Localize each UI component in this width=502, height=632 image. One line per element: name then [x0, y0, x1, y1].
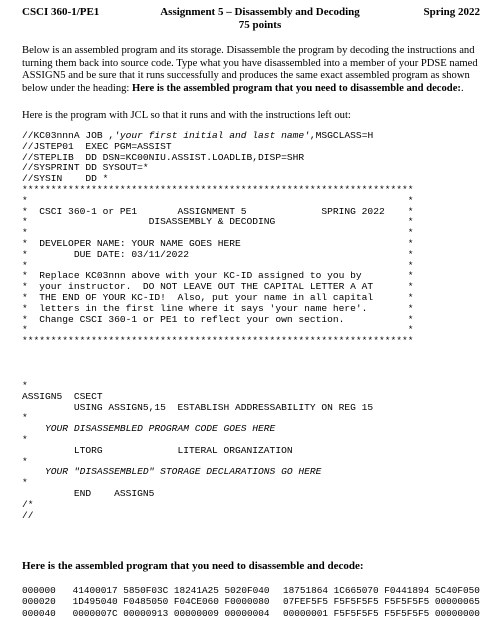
end-line: END ASSIGN5: [22, 487, 155, 499]
comment-star: *: [22, 412, 28, 424]
assembled-heading: Here is the assembled program that you need to disassemble and decode:: [22, 560, 364, 572]
jcl-line: //JSTEP01 EXEC PGM=ASSIST: [22, 140, 172, 152]
intro-tail: .: [460, 82, 464, 94]
comment-star: *: [22, 433, 28, 445]
title-line-2: 75 points: [238, 19, 282, 31]
box-line: * Replace KC03nnn above with your KC-ID assigned to you by *: [22, 270, 414, 282]
intro-bold-heading: Here is the assembled program that you need to disassemble and decode:: [132, 82, 461, 94]
box-line: ********************************************************************: [22, 183, 414, 195]
box-line: * DISASSEMBLY & DECODING *: [22, 216, 414, 228]
source-code-block: [22, 381, 373, 521]
hex-row: 00000001 F5F5F5F5 F5F5F5F5 00000000: [283, 607, 480, 619]
hex-row: 07FEF5F5 F5F5F5F5 F5F5F5F5 00000065: [283, 596, 480, 608]
box-line: * your instructor. DO NOT LEAVE OUT THE CAPITAL LETTER A AT *: [22, 281, 414, 293]
box-line: * CSCI 360-1 or PE1 ASSIGNMENT 5 SPRING 2022 *: [22, 205, 414, 217]
box-line: * DUE DATE: 03/11/2022 *: [22, 248, 414, 260]
hex-row: 000000 41400017 5850F03C 18241A25 5020F040: [22, 585, 270, 596]
box-line: * THE END OF YOUR KC-ID! Also, put your name in all capital *: [22, 291, 414, 303]
using-line: USING ASSIGN5,15 ESTABLISH ADDRESSABILITY ON REG 15: [22, 401, 374, 413]
jcl-job-name: 'your first initial and last name': [114, 130, 310, 141]
jcl-job-suffix: ,MSGCLASS=H: [309, 130, 374, 141]
storage-placeholder-comment: YOUR "DISASSEMBLED" STORAGE DECLARATIONS GO HERE: [22, 466, 322, 478]
jcl-code-block: [22, 131, 414, 347]
intro-text: Below is an assembled program and its storage. Disassemble the program by decoding the instructions and turning them back into source code. Type what you have disassembled into a member of your PDSE named ASSIGN5 and be sure that it runs successfully and produces the same exact assembled program as shown below under the heading:: [22, 45, 478, 94]
title-line-1: Assignment 5 – Disassembly and Decoding: [160, 6, 360, 18]
jcl-end-null: //: [22, 509, 34, 521]
box-line: * *: [22, 259, 414, 271]
box-line: * *: [22, 194, 414, 206]
jcl-intro: Here is the program with JCL so that it runs and with the instructions left out:: [22, 110, 351, 121]
box-line: * DEVELOPER NAME: YOUR NAME GOES HERE *: [22, 237, 414, 249]
box-line: * Change CSCI 360-1 or PE1 to reflect your own section. *: [22, 313, 414, 325]
ltorg-line: LTORG LITERAL ORGANIZATION: [22, 444, 293, 456]
hex-row: 18751864 1C665070 F0441894 5C40F050: [283, 585, 480, 596]
jcl-end-delimiter: /*: [22, 498, 34, 510]
term-label: Spring 2022: [423, 6, 480, 18]
hex-row: 000020 1D495040 F0485050 F04CE060 F0000080: [22, 596, 270, 608]
hex-dump-left: [22, 585, 270, 619]
jcl-line: //SYSIN DD *: [22, 173, 109, 185]
comment-star: *: [22, 455, 28, 467]
jcl-line: //SYSPRINT DD SYSOUT=*: [22, 162, 149, 174]
intro-paragraph: [22, 45, 492, 95]
jcl-line: //STEPLIB DD DSN=KC00NIU.ASSIST.LOADLIB,DISP=SHR: [22, 151, 305, 163]
code-placeholder-comment: YOUR DISASSEMBLED PROGRAM CODE GOES HERE: [22, 423, 276, 435]
hex-dump-right: [283, 585, 480, 619]
box-line: * letters in the first line where it says 'your name here'. *: [22, 302, 414, 314]
jcl-job-prefix: //KC03nnnA JOB ,: [22, 130, 115, 141]
box-line: * *: [22, 324, 414, 336]
csect-line: ASSIGN5 CSECT: [22, 390, 103, 402]
course-label: CSCI 360-1/PE1: [22, 6, 100, 18]
hex-row: 000040 0000007C 00000913 00000009 00000004: [22, 607, 270, 619]
comment-star: *: [22, 380, 28, 391]
assignment-title: [150, 6, 370, 32]
box-line: ********************************************************************: [22, 335, 414, 347]
comment-star: *: [22, 477, 28, 489]
box-line: * *: [22, 227, 414, 239]
